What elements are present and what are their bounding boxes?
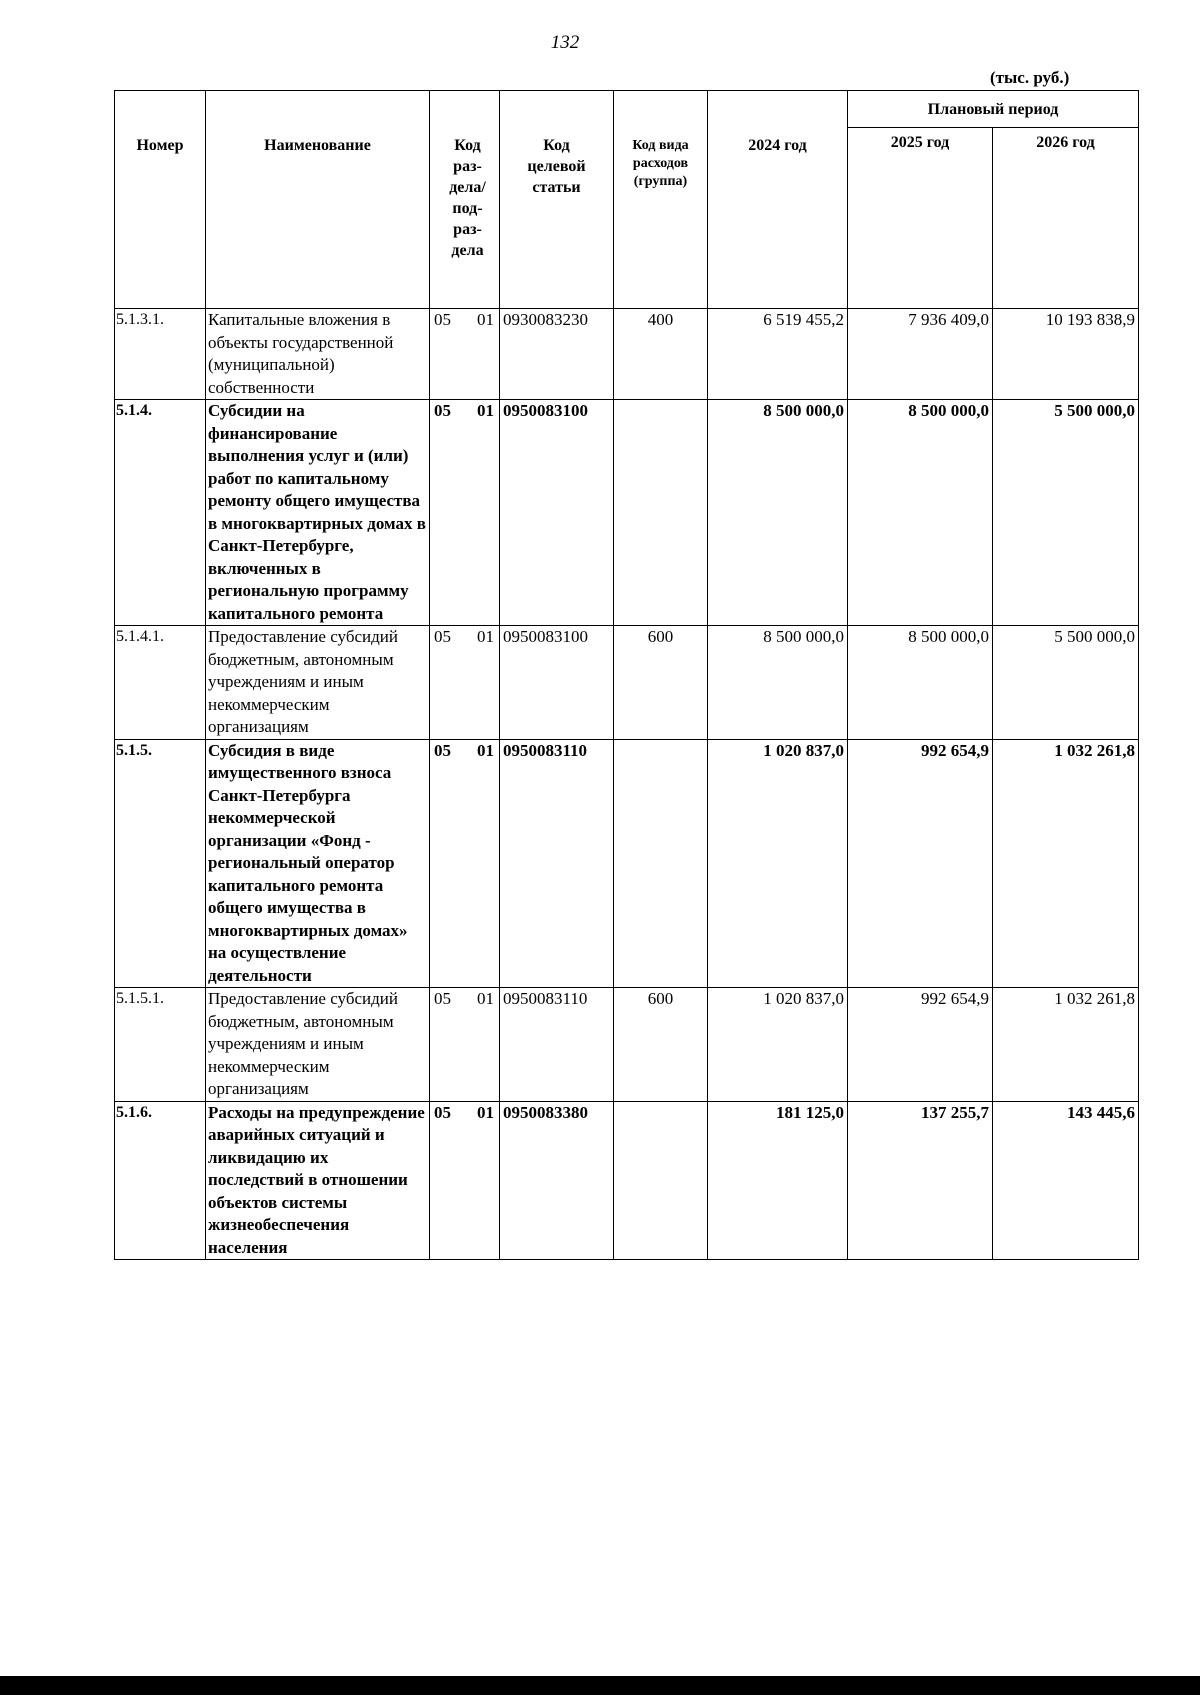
row-target-code: 0930083230	[500, 309, 614, 400]
row-section-code	[430, 309, 500, 400]
row-target-code: 0950083100	[500, 626, 614, 740]
table-body	[115, 309, 1139, 1260]
table-row	[115, 1101, 1139, 1260]
header-year-2024: 2024 год	[708, 91, 848, 309]
table-row	[115, 626, 1139, 740]
row-2024: 6 519 455,2	[708, 309, 848, 400]
table-row	[115, 988, 1139, 1102]
row-section-code	[430, 626, 500, 740]
row-subsection: 01	[477, 401, 494, 420]
row-target-code: 0950083110	[500, 739, 614, 988]
row-number: 5.1.3.1.	[115, 309, 206, 400]
scan-edge-bar	[0, 1676, 1200, 1695]
row-2026: 5 500 000,0	[993, 626, 1139, 740]
row-2025: 137 255,7	[848, 1101, 993, 1260]
header-year-2026: 2026 год	[993, 128, 1139, 309]
row-target-code: 0950083380	[500, 1101, 614, 1260]
row-section: 05	[434, 627, 451, 646]
row-section: 05	[434, 989, 451, 1008]
row-subsection: 01	[477, 740, 494, 760]
row-2026: 5 500 000,0	[993, 400, 1139, 626]
row-2026: 1 032 261,8	[993, 988, 1139, 1102]
row-number: 5.1.4.1.	[115, 626, 206, 740]
row-2024: 181 125,0	[708, 1101, 848, 1260]
header-number: Номер	[115, 91, 206, 309]
table-row	[115, 739, 1139, 988]
row-expense-type: 600	[614, 626, 708, 740]
table-row	[115, 309, 1139, 400]
header-year-2025: 2025 год	[848, 128, 993, 309]
row-name: Предоставление субсидий бюджетным, автономным учреждениям и иным некоммерческим организациям	[206, 626, 430, 740]
header-name: Наименование	[206, 91, 430, 309]
row-2024: 8 500 000,0	[708, 626, 848, 740]
page-number: 132	[550, 32, 580, 53]
row-number: 5.1.6.	[115, 1101, 206, 1260]
budget-table	[114, 90, 1139, 1260]
row-expense-type	[614, 739, 708, 988]
row-subsection: 01	[477, 1102, 494, 1122]
header-planned-period: Плановый период	[848, 91, 1139, 128]
row-section: 05	[434, 740, 451, 760]
row-2024: 1 020 837,0	[708, 739, 848, 988]
row-section-code	[430, 1101, 500, 1260]
row-expense-type	[614, 1101, 708, 1260]
table-header	[115, 91, 1139, 309]
row-expense-type	[614, 400, 708, 626]
row-2026: 1 032 261,8	[993, 739, 1139, 988]
row-2025: 992 654,9	[848, 988, 993, 1102]
row-number: 5.1.5.	[115, 739, 206, 988]
row-section: 05	[434, 310, 451, 329]
row-subsection: 01	[477, 627, 494, 646]
row-number: 5.1.5.1.	[115, 988, 206, 1102]
row-expense-type: 600	[614, 988, 708, 1102]
row-subsection: 01	[477, 989, 494, 1008]
row-2025: 7 936 409,0	[848, 309, 993, 400]
row-target-code: 0950083100	[500, 400, 614, 626]
units-label: (тыс. руб.)	[990, 68, 1070, 87]
row-target-code: 0950083110	[500, 988, 614, 1102]
row-name: Субсидии на финансирование выполнения услуг и (или) работ по капитальному ремонту общего имущества в многоквартирных домах в Санкт-Петербурге, включенных в региональную программу капитального ремонта	[206, 400, 430, 626]
row-2025: 992 654,9	[848, 739, 993, 988]
header-target-code: Код целевой статьи	[500, 91, 614, 309]
row-2025: 8 500 000,0	[848, 626, 993, 740]
row-name: Расходы на предупреждение аварийных ситуаций и ликвидацию их последствий в отношении объектов системы жизнеобеспечения населения	[206, 1101, 430, 1260]
row-expense-type: 400	[614, 309, 708, 400]
header-expense-type: Код вида расходов (группа)	[614, 91, 708, 309]
header-section-code: Код раз-дела/ под-раз-дела	[430, 91, 500, 309]
row-name: Предоставление субсидий бюджетным, автономным учреждениям и иным некоммерческим организациям	[206, 988, 430, 1102]
row-section: 05	[434, 401, 451, 420]
row-2026: 143 445,6	[993, 1101, 1139, 1260]
table-row	[115, 400, 1139, 626]
row-section-code	[430, 400, 500, 626]
row-number: 5.1.4.	[115, 400, 206, 626]
row-name: Капитальные вложения в объекты государственной (муниципальной) собственности	[206, 309, 430, 400]
row-2024: 1 020 837,0	[708, 988, 848, 1102]
row-section-code	[430, 988, 500, 1102]
row-2025: 8 500 000,0	[848, 400, 993, 626]
row-section: 05	[434, 1102, 451, 1122]
row-2026: 10 193 838,9	[993, 309, 1139, 400]
row-section-code	[430, 739, 500, 988]
row-name: Субсидия в виде имущественного взноса Санкт-Петербурга некоммерческой организации «Фонд - региональный оператор капитального ремонта общего имущества в многоквартирных домах» на осуществление деятельности	[206, 739, 430, 988]
row-2024: 8 500 000,0	[708, 400, 848, 626]
row-subsection: 01	[477, 310, 494, 329]
